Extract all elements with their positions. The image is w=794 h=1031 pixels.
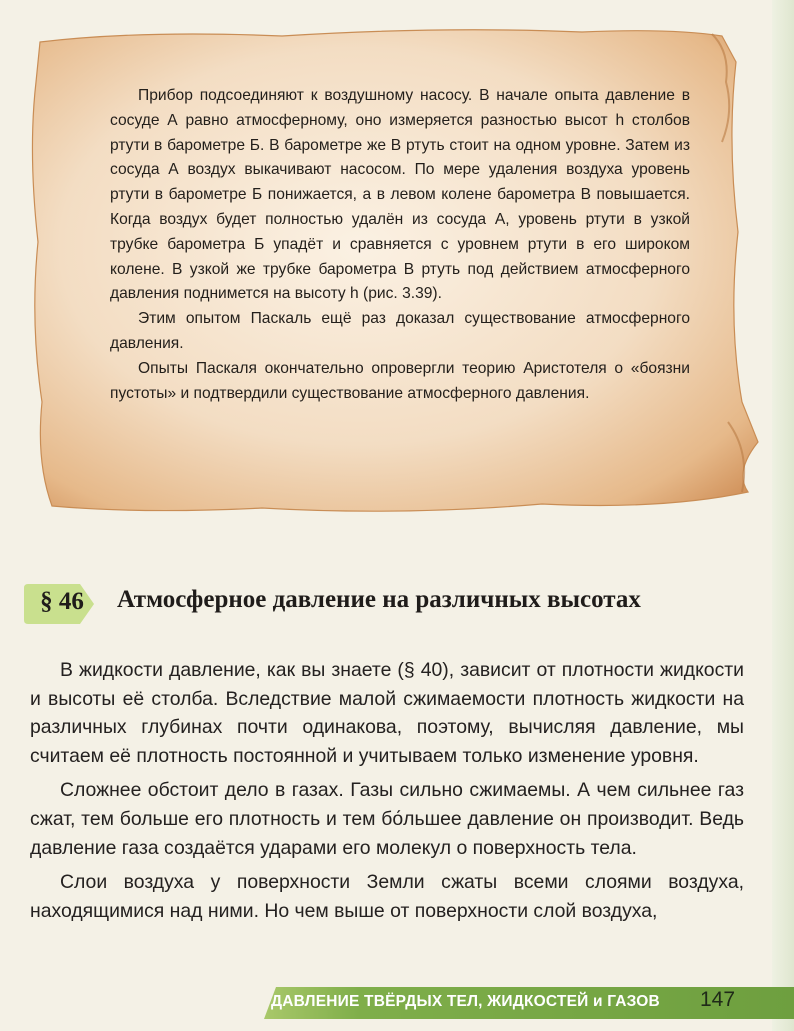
main-text [30,656,744,931]
body-paragraph: Сложнее обстоит дело в газах. Газы сильно сжимаемы. А чем сильнее газ сжат, тем больше его плотность и тем бо́льшее давление он производит. Ведь давление газа создаётся ударами его молекул о поверхность тела. [30,779,744,859]
section-title: Атмосферное давление на различных высотах [117,586,641,613]
inset-paragraph: Этим опытом Паскаль ещё раз доказал существование атмосферного давления. [110,310,690,352]
inset-text [110,84,690,406]
parchment-inset [22,22,760,522]
body-paragraph: В жидкости давление, как вы знаете (§ 40), зависит от плотности жидкости и высоты её столба. Вследствие малой сжимаемости плотность жидкости на различных глубинах почти одинакова, поэтому, вычисляя давление, мы считаем её плотность постоянной и учитываем только изменение уровня. [30,659,744,767]
inset-paragraph: Прибор подсоединяют к воздушному насосу. В начале опыта давление в сосуде А равно атмосферному, оно измеряется разностью высот h столбов ртути в барометре Б. В барометре же В ртуть стоит на одном уровне. Затем из сосуда А воздух выкачивают насосом. По мере удаления воздуха уровень ртути в барометре Б понижается, а в левом колене барометра В повышается. Когда воздух будет полностью удалён из сосуда А, уровень ртути в узкой трубке барометра Б упадёт и сравняется с уровнем ртути в его широком колене. В узкой же трубке барометра В ртуть под действием атмосферного давления поднимется на высоту h (рис. 3.39). [110,87,690,303]
body-paragraph: Слои воздуха у поверхности Земли сжаты всеми слоями воздуха, находящимися над ними. Но чем выше от поверхности слой воздуха, [30,871,744,922]
chapter-title: ДАВЛЕНИЕ ТВЁРДЫХ ТЕЛ, ЖИДКОСТЕЙ и ГАЗОВ [271,993,660,1010]
page-edge [772,0,794,1031]
inset-paragraph: Опыты Паскаля окончательно опровергли теорию Аристотеля о «боязни пустоты» и подтвердили существование атмосферного давления. [110,359,690,402]
page-number: 147 [700,988,736,1011]
section-number: § 46 [40,588,84,615]
section-badge [24,582,96,626]
